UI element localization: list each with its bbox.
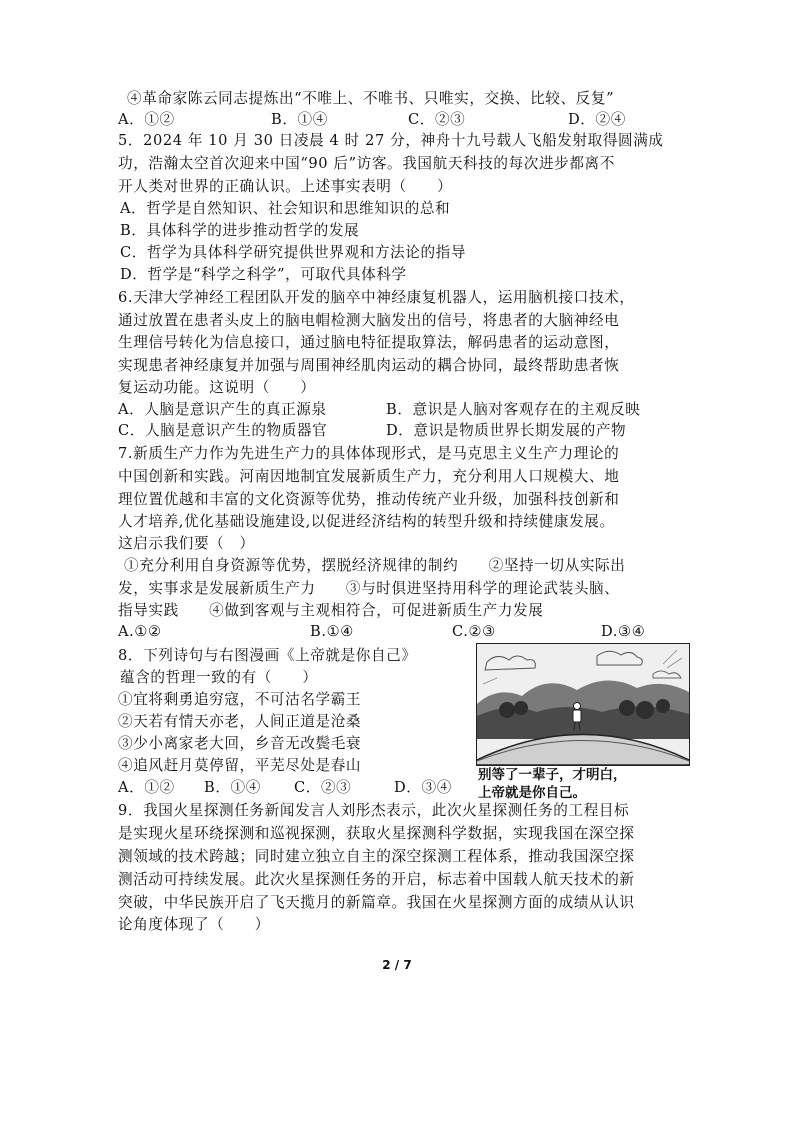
q8-option-b: B．①④ (204, 779, 261, 796)
q9-line: 测领域的技术跨越；同时建立独立自主的深空探测工程体系，推动我国深空探 (118, 848, 635, 865)
q4-option-d: D．②④ (568, 111, 626, 128)
q5-line: 5．2024 年 10 月 30 日凌晨 4 时 27 分，神舟十九号载人飞船发射取得圆满成 (118, 132, 664, 149)
q8-option-a: A．①② (118, 779, 175, 796)
q7-line: 理位置优越和丰富的文化资源等优势，推动传统产业升级，加强科技创新和 (118, 491, 620, 508)
q7-line: 指导实践 ④做到客观与主观相符合，可促进新质生产力发展 (118, 602, 544, 619)
q7-option-a: A.①② (118, 623, 162, 640)
cartoon-drawing (477, 644, 689, 765)
q8-poem-4: ④追风赶月莫停留，平芜尽处是春山 (118, 757, 362, 774)
q5-option-b: B．具体科学的进步推动哲学的发展 (120, 222, 360, 239)
q6-option-b: B．意识是人脑对客观存在的主观反映 (386, 401, 641, 418)
q7-line: 7.新质生产力作为先进生产力的具体体现形式，是马克思主义生产力理论的 (118, 445, 620, 462)
q7-line: 这启示我们要（ ） (118, 535, 255, 552)
q4-option-c: C．②③ (408, 111, 466, 128)
q8-option-c: C．②③ (294, 779, 352, 796)
q4-statement-4: ④革命家陈云同志提炼出“不唯上、不唯书、只唯实，交换、比较、反复” (127, 90, 615, 107)
q7-line: ①充分利用自身资源等优势，摆脱经济规律的制约 ②坚持一切从实际出 (124, 557, 626, 574)
q6-line: 实现患者神经康复并加强与周围神经肌肉运动的耦合协同，最终帮助患者恢 (118, 357, 620, 374)
q6-line: 复运动功能。这说明（ ） (118, 379, 316, 396)
q7-line: 发，实事求是发展新质生产力 ③与时俱进坚持用科学的理论武装头脑、 (118, 580, 620, 597)
q6-line: 6.天津大学神经工程团队开发的脑卒中神经康复机器人，运用脑机接口技术， (118, 289, 635, 306)
q7-option-d: D.③④ (601, 623, 646, 640)
q8-line: 蕴含的哲理一致的有（ ） (120, 669, 318, 686)
q6-option-c: C．人脑是意识产生的物质器官 (118, 422, 328, 439)
q7-line: 中国创新和实践。河南因地制宜发展新质生产力，充分利用人口规模大、地 (118, 468, 620, 485)
q9-line: 测活动可持续发展。此次火星探测任务的开启，标志着中国载人航天技术的新 (118, 871, 635, 888)
q6-line: 通过放置在患者头皮上的脑电帽检测大脑发出的信号，将患者的大脑神经电 (118, 312, 620, 329)
q9-line: 是实现火星环绕探测和巡视探测，获取火星探测科学数据，实现我国在深空探 (118, 825, 635, 842)
q5-option-d: D．哲学是“科学之科学”，可取代具体科学 (120, 266, 407, 283)
cartoon-caption-line-1: 别等了一辈子，才明白， (478, 767, 627, 783)
q5-line: 功，浩瀚太空首次迎来中国“90 后”访客。我国航天科技的每次进步都离不 (118, 155, 615, 172)
page-number: 2 / 7 (382, 958, 412, 972)
q7-option-b: B.①④ (310, 623, 354, 640)
q7-option-c: C.②③ (452, 623, 496, 640)
q4-option-b: B．①④ (271, 111, 328, 128)
q5-line: 开人类对世界的正确认识。上述事实表明（ ） (118, 178, 453, 195)
q8-poem-2: ②天若有情天亦老，人间正道是沧桑 (118, 713, 362, 730)
q9-line: 突破，中华民族开启了飞天揽月的新篇章。我国在火星探测方面的成绩从认识 (118, 894, 635, 911)
q6-option-a: A．人脑是意识产生的真正源泉 (118, 401, 327, 418)
q8-option-d: D．③④ (394, 779, 452, 796)
q5-option-a: A．哲学是自然知识、社会知识和思维知识的总和 (120, 200, 451, 217)
q5-option-c: C．哲学为具体科学研究提供世界观和方法论的指导 (120, 244, 467, 261)
q7-line: 人才培养,优化基础设施建设,以促进经济结构的转型升级和持续健康发展。 (118, 513, 615, 530)
cartoon-image (476, 643, 690, 766)
q6-option-d: D．意识是物质世界长期发展的产物 (386, 422, 627, 439)
q6-line: 生理信号转化为信息接口，通过脑电特征提取算法，解码患者的运动意图， (118, 334, 620, 351)
cartoon-caption-line-2: 上帝就是你自己。 (478, 785, 586, 801)
q8-line: 8．下列诗句与右图漫画《上帝就是你自己》 (118, 647, 417, 664)
q4-option-a: A．①② (118, 111, 175, 128)
q8-poem-3: ③少小离家老大回，乡音无改鬓毛衰 (118, 735, 362, 752)
q8-poem-1: ①宜将剩勇追穷寇，不可沽名学霸王 (118, 691, 362, 708)
q9-line: 论角度体现了（ ） (118, 916, 270, 933)
q9-line: 9．我国火星探测任务新闻发言人刘彤杰表示，此次火星探测任务的工程目标 (118, 802, 630, 819)
